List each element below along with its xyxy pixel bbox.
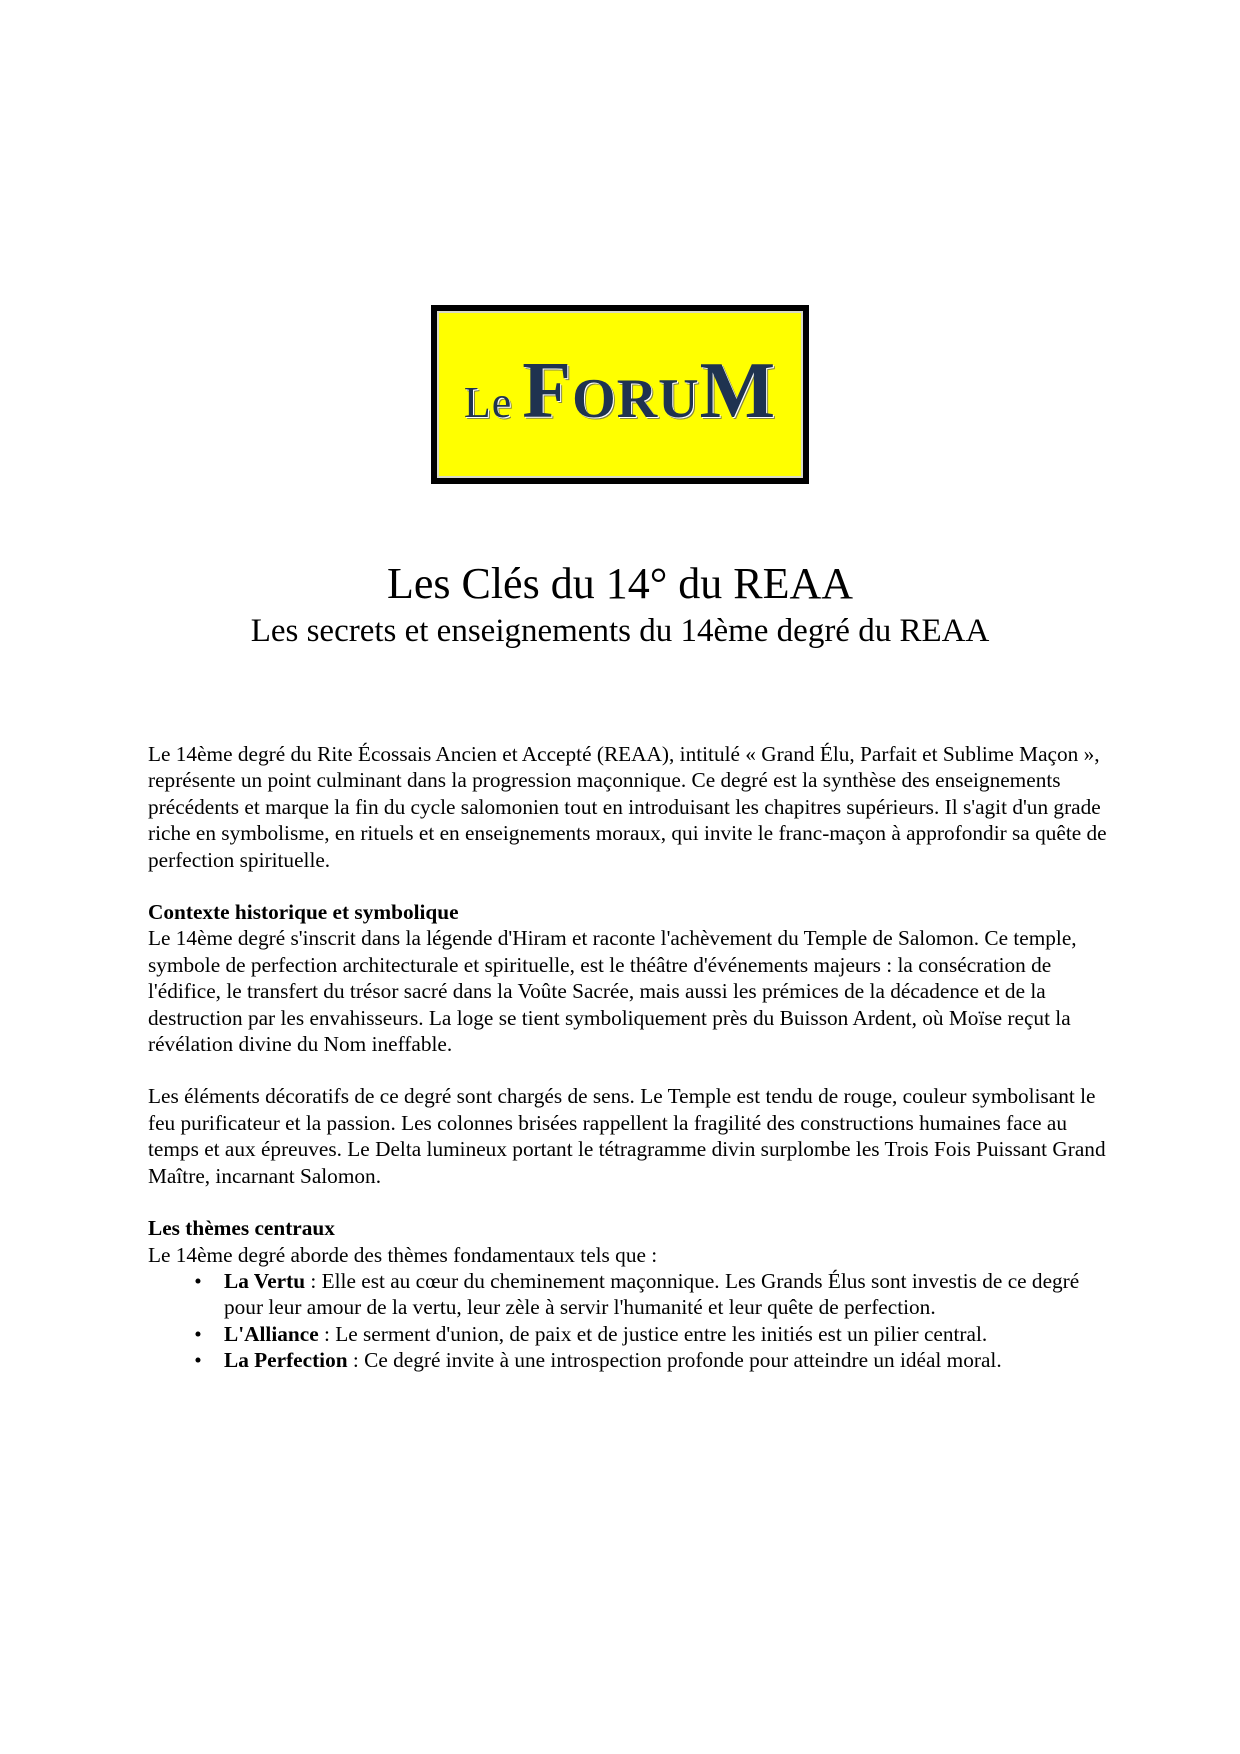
paragraph-spacer bbox=[148, 1189, 1108, 1215]
contexte-paragraph-1: Le 14ème degré s'inscrit dans la légende d'Hiram et raconte l'achèvement du Temple de Salomon. Ce temple, symbole de perfection architecturale et spirituelle, est le théâtre d'événements majeurs : la consécration de l'édifice, le transfert du trésor sacré dans la Voûte Sacrée, mais aussi les prémices de la décadence et de la destruction par les envahisseurs. La loge se tient symboliquement près du Buisson Ardent, où Moïse reçut la révélation divine du Nom ineffable. bbox=[148, 926, 1077, 1057]
theme-term: L'Alliance bbox=[224, 1321, 319, 1346]
document-subtitle: Les secrets et enseignements du 14ème degré du REAA bbox=[250, 613, 990, 649]
themes-list bbox=[148, 1268, 1108, 1374]
theme-description: : Le serment d'union, de paix et de justice entre les initiés est un pilier central. bbox=[318, 1321, 988, 1346]
themes-intro: Le 14ème degré aborde des thèmes fondamentaux tels que : bbox=[148, 1242, 658, 1267]
paragraph-spacer bbox=[148, 873, 1108, 899]
logo-panel bbox=[437, 311, 803, 478]
paragraph-spacer bbox=[148, 1057, 1108, 1083]
list-item bbox=[148, 1268, 1108, 1321]
list-item bbox=[148, 1321, 1108, 1347]
logo-forum-m: M bbox=[699, 347, 777, 435]
le-forum-logo bbox=[431, 305, 809, 484]
logo-forum-oru: ORU bbox=[572, 368, 700, 430]
bullet-icon: • bbox=[194, 1348, 202, 1373]
intro-paragraph: Le 14ème degré du Rite Écossais Ancien et Accepté (REAA), intitulé « Grand Élu, Parfait et Sublime Maçon », représente un point culminant dans la progression maçonnique. Ce degré est la synthèse des enseignements précédents et marque la fin du cycle salomonien tout en introduisant les chapitres supérieurs. Il s'agit d'un grade riche en symbolisme, en rituels et en enseignements moraux, qui invite le franc-maçon à approfondir sa quête de perfection spirituelle. bbox=[148, 742, 1107, 872]
theme-term: La Perfection bbox=[224, 1348, 348, 1373]
section-heading-contexte: Contexte historique et symbolique bbox=[148, 900, 459, 925]
logo-forum-f: F bbox=[522, 347, 573, 435]
logo-le: Le bbox=[463, 378, 513, 427]
logo-text bbox=[464, 346, 776, 437]
bullet-icon: • bbox=[194, 1268, 202, 1293]
list-item bbox=[148, 1347, 1108, 1373]
document-body bbox=[148, 741, 1108, 1374]
theme-description: : Elle est au cœur du cheminement maçonnique. Les Grands Élus sont investis de ce degré pour leur amour de la vertu, leur zèle à servir l'humanité et leur quête de perfection. bbox=[224, 1268, 1080, 1320]
bullet-icon: • bbox=[194, 1321, 202, 1346]
contexte-paragraph-2: Les éléments décoratifs de ce degré sont chargés de sens. Le Temple est tendu de rouge, couleur symbolisant le feu purificateur et la passion. Les colonnes brisées rappellent la fragilité des constructions humaines face au temps et aux épreuves. Le Delta lumineux portant le tétragramme divin surplombe les Trois Fois Puissant Grand Maître, incarnant Salomon. bbox=[148, 1084, 1106, 1188]
document-title: Les Clés du 14° du REAA bbox=[386, 559, 854, 608]
section-heading-themes: Les thèmes centraux bbox=[148, 1216, 335, 1241]
theme-term: La Vertu bbox=[224, 1268, 306, 1293]
theme-description: : Ce degré invite à une introspection profonde pour atteindre un idéal moral. bbox=[347, 1348, 1002, 1373]
